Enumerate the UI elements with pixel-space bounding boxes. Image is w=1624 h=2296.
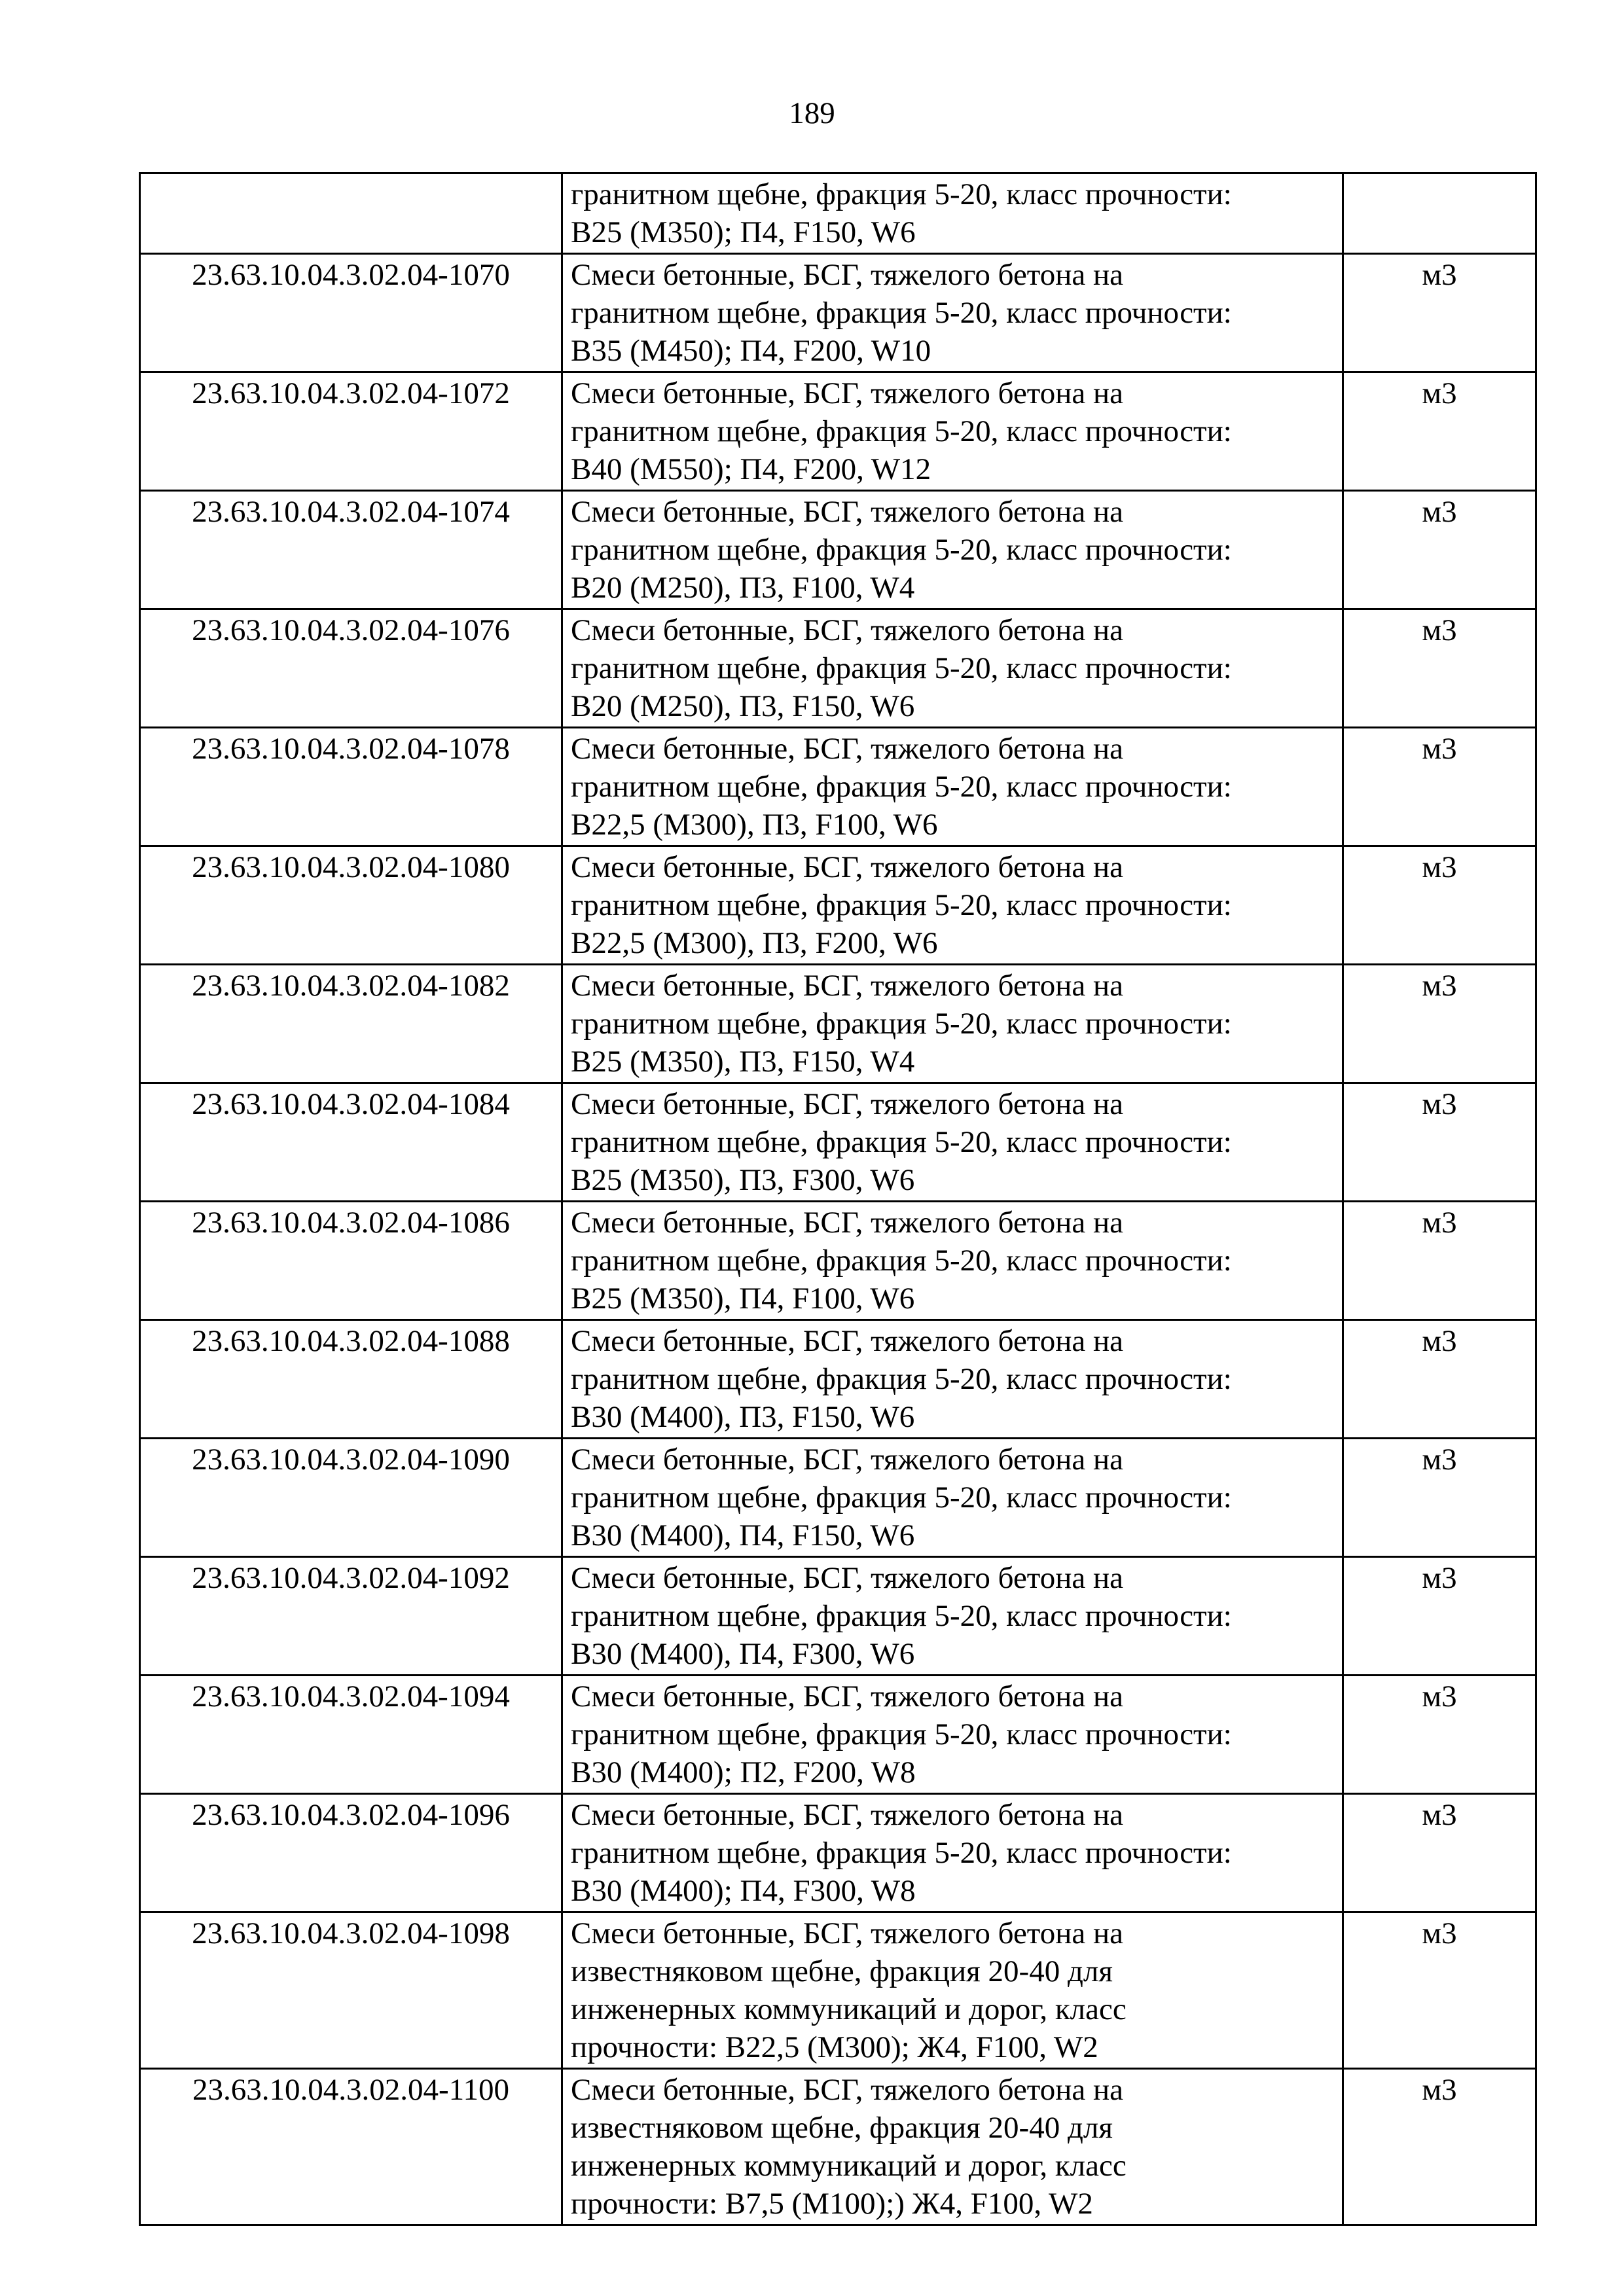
table-row [140,609,1536,728]
resource-code-cell: 23.63.10.04.3.02.04-1092 [140,1557,562,1676]
table-row [140,1320,1536,1439]
unit-cell: м3 [1343,1557,1536,1676]
resource-code-cell: 23.63.10.04.3.02.04-1094 [140,1676,562,1794]
table-row [140,1202,1536,1320]
unit-cell: м3 [1343,254,1536,372]
resource-code-cell: 23.63.10.04.3.02.04-1088 [140,1320,562,1439]
resource-description-cell: Смеси бетонные, БСГ, тяжелого бетона на известняковом щебне, фракция 20-40 для инженерных коммуникаций и дорог, класс прочности: B22,5 (M300); Ж4, F100, W2 [562,1912,1343,2069]
unit-cell: м3 [1343,609,1536,728]
unit-cell: м3 [1343,1202,1536,1320]
table-row [140,1083,1536,1202]
resource-description-cell: гранитном щебне, фракция 5-20, класс прочности: B25 (M350); П4, F150, W6 [562,173,1343,254]
table-row [140,254,1536,372]
resource-description-cell: Смеси бетонные, БСГ, тяжелого бетона на гранитном щебне, фракция 5-20, класс прочности: B30 (M400); П4, F300, W8 [562,1794,1343,1912]
table-row [140,1557,1536,1676]
unit-cell: м3 [1343,846,1536,965]
table-row [140,846,1536,965]
resource-code-cell [140,173,562,254]
table-row [140,173,1536,254]
resource-description-cell: Смеси бетонные, БСГ, тяжелого бетона на гранитном щебне, фракция 5-20, класс прочности: B22,5 (M300), П3, F100, W6 [562,728,1343,846]
resource-description-cell: Смеси бетонные, БСГ, тяжелого бетона на гранитном щебне, фракция 5-20, класс прочности: B25 (M350), П3, F300, W6 [562,1083,1343,1202]
resource-description-cell: Смеси бетонные, БСГ, тяжелого бетона на гранитном щебне, фракция 5-20, класс прочности: B25 (M350), П4, F100, W6 [562,1202,1343,1320]
resource-description-cell: Смеси бетонные, БСГ, тяжелого бетона на гранитном щебне, фракция 5-20, класс прочности: B35 (M450); П4, F200, W10 [562,254,1343,372]
resource-description-cell: Смеси бетонные, БСГ, тяжелого бетона на гранитном щебне, фракция 5-20, класс прочности: B30 (M400), П4, F300, W6 [562,1557,1343,1676]
resource-code-cell: 23.63.10.04.3.02.04-1096 [140,1794,562,1912]
unit-cell: м3 [1343,2069,1536,2225]
unit-cell: м3 [1343,1439,1536,1557]
unit-cell: м3 [1343,1676,1536,1794]
resource-description-cell: Смеси бетонные, БСГ, тяжелого бетона на гранитном щебне, фракция 5-20, класс прочности: B20 (M250), П3, F150, W6 [562,609,1343,728]
table-row [140,1439,1536,1557]
unit-cell: м3 [1343,1320,1536,1439]
unit-cell: м3 [1343,372,1536,491]
resource-code-cell: 23.63.10.04.3.02.04-1078 [140,728,562,846]
unit-cell: м3 [1343,1794,1536,1912]
resource-code-cell: 23.63.10.04.3.02.04-1080 [140,846,562,965]
resource-description-cell: Смеси бетонные, БСГ, тяжелого бетона на гранитном щебне, фракция 5-20, класс прочности: B30 (M400), П4, F150, W6 [562,1439,1343,1557]
resource-description-cell: Смеси бетонные, БСГ, тяжелого бетона на гранитном щебне, фракция 5-20, класс прочности: B30 (M400), П3, F150, W6 [562,1320,1343,1439]
resource-description-cell: Смеси бетонные, БСГ, тяжелого бетона на гранитном щебне, фракция 5-20, класс прочности: B22,5 (M300), П3, F200, W6 [562,846,1343,965]
resource-description-cell: Смеси бетонные, БСГ, тяжелого бетона на гранитном щебне, фракция 5-20, класс прочности: B30 (M400); П2, F200, W8 [562,1676,1343,1794]
resource-code-cell: 23.63.10.04.3.02.04-1076 [140,609,562,728]
table-row [140,372,1536,491]
unit-cell: м3 [1343,491,1536,609]
table-row [140,491,1536,609]
unit-cell: м3 [1343,728,1536,846]
table-row [140,1794,1536,1912]
table-row [140,1676,1536,1794]
resource-description-cell: Смеси бетонные, БСГ, тяжелого бетона на гранитном щебне, фракция 5-20, класс прочности: B20 (M250), П3, F100, W4 [562,491,1343,609]
page-number: 189 [789,96,835,130]
materials-table-body [140,173,1536,2225]
resource-code-cell: 23.63.10.04.3.02.04-1070 [140,254,562,372]
table-row [140,1912,1536,2069]
table-row [140,2069,1536,2225]
table-row [140,728,1536,846]
resource-code-cell: 23.63.10.04.3.02.04-1074 [140,491,562,609]
resource-code-cell: 23.63.10.04.3.02.04-1100 [140,2069,562,2225]
resource-description-cell: Смеси бетонные, БСГ, тяжелого бетона на известняковом щебне, фракция 20-40 для инженерных коммуникаций и дорог, класс прочности: B7,5 (M100);) Ж4, F100, W2 [562,2069,1343,2225]
resource-code-cell: 23.63.10.04.3.02.04-1072 [140,372,562,491]
unit-cell: м3 [1343,1083,1536,1202]
resource-code-cell: 23.63.10.04.3.02.04-1098 [140,1912,562,2069]
resource-code-cell: 23.63.10.04.3.02.04-1086 [140,1202,562,1320]
resource-code-cell: 23.63.10.04.3.02.04-1084 [140,1083,562,1202]
unit-cell: м3 [1343,965,1536,1083]
table-row [140,965,1536,1083]
unit-cell: м3 [1343,1912,1536,2069]
unit-cell [1343,173,1536,254]
resource-description-cell: Смеси бетонные, БСГ, тяжелого бетона на гранитном щебне, фракция 5-20, класс прочности: B25 (M350), П3, F150, W4 [562,965,1343,1083]
resource-code-cell: 23.63.10.04.3.02.04-1090 [140,1439,562,1557]
resource-description-cell: Смеси бетонные, БСГ, тяжелого бетона на гранитном щебне, фракция 5-20, класс прочности: B40 (M550); П4, F200, W12 [562,372,1343,491]
resource-code-cell: 23.63.10.04.3.02.04-1082 [140,965,562,1083]
materials-table [139,172,1537,2226]
